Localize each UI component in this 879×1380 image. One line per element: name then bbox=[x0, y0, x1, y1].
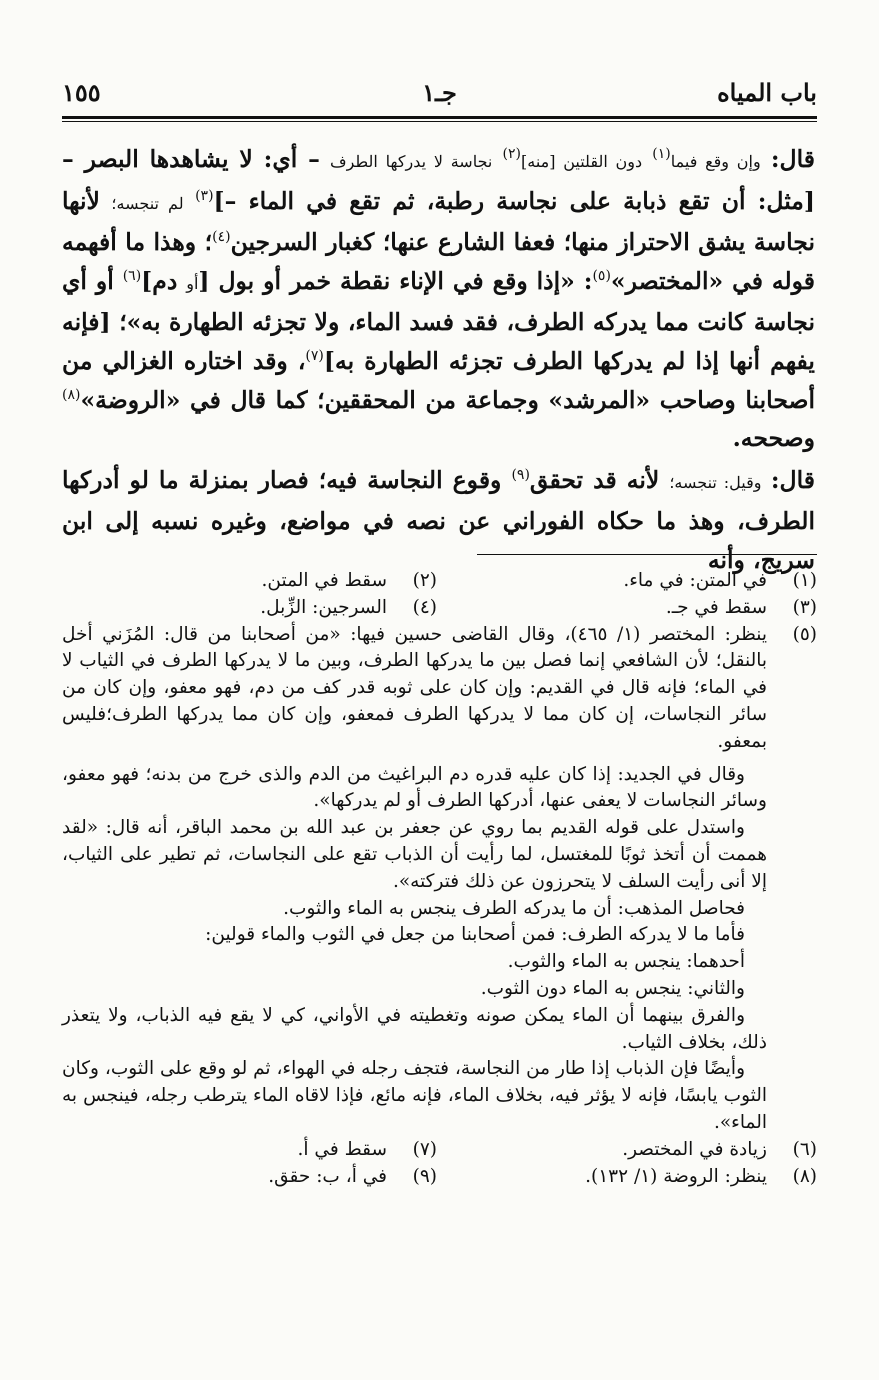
footnote-text: سقط في أ. bbox=[297, 1138, 387, 1160]
footnote-text: السرجين: الزِّبل. bbox=[260, 596, 387, 618]
sharh-text: وصححه. bbox=[732, 424, 815, 453]
qala-label: قال: bbox=[770, 465, 815, 494]
header-rule-thin bbox=[62, 121, 817, 122]
footnote-ref: (٩) bbox=[511, 466, 530, 483]
matn-text: دون القلتين [منه] bbox=[521, 152, 643, 171]
footnote-number: (٩) bbox=[412, 1165, 437, 1187]
footnote-pair bbox=[62, 568, 817, 595]
main-text bbox=[62, 140, 815, 583]
footnote-number: (٦) bbox=[792, 1138, 817, 1160]
footnote-ref: (٣) bbox=[195, 187, 214, 204]
variant-word: أو bbox=[186, 273, 199, 293]
volume-label: جـ١ bbox=[422, 77, 457, 107]
footnote-text: سقط في المتن. bbox=[261, 570, 387, 591]
footnote-number: (٧) bbox=[412, 1138, 437, 1160]
footnote-paragraph: فحاصل المذهب: أن ما يدركه الطرف ينجس به الماء والثوب. bbox=[283, 897, 745, 919]
page-number: ١٥٥ bbox=[62, 77, 101, 107]
footnote-ref: (٦) bbox=[122, 267, 142, 284]
sharh-text: أو أي نجاسة كانت مما يدركه الطرف، فقد فسد الماء، ولا تجزئه الطهارة به»؛ [فإنه يفهم أنها إذا لم يدركها الطرف تجزئه الطهارة به] bbox=[62, 266, 815, 375]
matn-text: وإن وقع فيما bbox=[670, 152, 761, 171]
sharh-text: – أي: لا يشاهدها البصر – [مثل: أن تقع ذبابة على نجاسة رطبة، ثم تقع في الماء –] bbox=[62, 145, 815, 215]
footnote-pair bbox=[62, 1164, 817, 1191]
footnote-number: (١) bbox=[792, 570, 817, 591]
footnote-ref: (٨) bbox=[62, 386, 81, 403]
footnote-text: ينظر: الروضة (١/ ١٣٢). bbox=[585, 1165, 767, 1187]
sharh-text: : «إذا وقع في الإناء نقطة خمر أو بول [ bbox=[198, 266, 593, 295]
chapter-title: باب المياه bbox=[717, 77, 817, 107]
sharh-text: ، وقد اختاره الغزالي من أصحابنا وصاحب «المرشد» وجماعة من المحققين؛ كما قال في «الروضة» bbox=[62, 346, 815, 414]
footnote-ref: (١) bbox=[652, 146, 671, 163]
footnote-paragraph: وأيضًا فإن الذباب إذا طار من النجاسة، فتجف رجله في الهواء، ثم لو وقع على الثوب، وكان الثوب يابسًا، فإنه لا يؤثر فيه، بخلاف الماء، فإنه مائع، فإذا لاقاه الماء يترطب رجله، فينجس به الماء». bbox=[62, 1058, 767, 1133]
matn-text: نجاسة لا يدركها الطرف bbox=[330, 152, 493, 171]
footnote-number: (٢) bbox=[412, 570, 437, 591]
footnote-paragraph: واستدل على قوله القديم بما روي عن جعفر بن عبد الله بن محمد الباقر، أنه قال: «لقد هممت أن أتخذ ثوبًا للمغتسل، لما رأيت أن الذباب تقع على النجاسات، ثم تطير على الثياب، إلا أنى رأيت السلف لا يتحرزون عن ذلك فتركته». bbox=[62, 817, 767, 892]
footnote-pair bbox=[62, 595, 817, 622]
matn-text: وقيل: تنجسه؛ bbox=[669, 472, 762, 492]
footnote-paragraph: وقال في الجديد: إذا كان عليه قدره دم البراغيث من الدم والذى خرج من بدنه؛ فهو معفو، وسائر النجاسات لا يعفى عنها، أدركها الطرف أو لم يدركها». bbox=[62, 763, 767, 812]
matn-text: لم تنجسه؛ bbox=[111, 193, 184, 213]
footnote-ref: (٢) bbox=[502, 146, 521, 163]
sharh-text: لأنها نجاسة يشق الاحتراز منها؛ فعفا الشارع عنها؛ كغبار السرجين bbox=[62, 186, 815, 257]
footnote-paragraph: والثاني: ينجس به الماء دون الثوب. bbox=[480, 977, 745, 999]
footnote-number: (٥) bbox=[792, 623, 817, 645]
footnote-ref: (٧) bbox=[305, 348, 324, 365]
footnote-text: سقط في جـ. bbox=[665, 596, 767, 618]
footnote-body bbox=[62, 622, 767, 1137]
paragraph-1 bbox=[62, 140, 815, 458]
qala-label: قال: bbox=[770, 145, 816, 173]
footnote-long bbox=[62, 622, 817, 1137]
footnote-ref: (٥) bbox=[592, 267, 611, 284]
sharh-text: دم] bbox=[141, 266, 187, 295]
footnote-paragraph: والفرق بينهما أن الماء يمكن صونه وتغطيته في الأواني، كي لا يقع فيه الذباب، ولا يتعذر ذلك، بخلاف الثياب. bbox=[62, 1004, 767, 1053]
sharh-text: ؛ وهذا ما أفهمه قوله في «المختصر» bbox=[62, 228, 816, 295]
sharh-text: لأنه قد تحقق bbox=[529, 465, 670, 494]
sharh-text: وقوع النجاسة فيه؛ فصار بمنزلة ما لو أدركها الطرف، وهذ ما حكاه الفوراني عن نصه في مواضع، وغيره نسبه إلى ابن سريج، وأنه bbox=[62, 465, 815, 574]
footnote-pair bbox=[62, 1137, 817, 1164]
footnote-paragraph: أحدهما: ينجس به الماء والثوب. bbox=[507, 951, 745, 973]
paragraph-2 bbox=[62, 461, 815, 580]
header-rule bbox=[62, 116, 817, 119]
footnote-text: في أ، ب: حقق. bbox=[268, 1165, 387, 1187]
footnote-text: زيادة في المختصر. bbox=[622, 1138, 767, 1160]
footnote-number: (٤) bbox=[412, 596, 437, 618]
footnote-separator bbox=[477, 554, 817, 555]
footnote-number: (٣) bbox=[792, 596, 817, 618]
footnote-paragraph: فأما ما لا يدركه الطرف: فمن أصحابنا من جعل في الثوب والماء قولين: bbox=[205, 924, 745, 946]
footnotes bbox=[62, 568, 817, 1190]
footnote-text: في المتن: في ماء. bbox=[623, 570, 767, 591]
footnote-ref: (٤) bbox=[212, 229, 231, 246]
footnote-paragraph: ينظر: المختصر (١/ ٤٦٥)، وقال القاضى حسين فيها: «من أصحابنا من قال: المُزَني أخل بالنقل؛ لأن الشافعي إنما فصل بين ما يدركها الطرف، وبين ما لا يدركها الطرف في الثياب لا في الماء؛ فإنه قال في القديم: وإن كان على ثوبه قدر كف من دم، فهو معفو، وإن كان من سائر النجاسات، إن كان مما لا يدركها الطرف فمعفو، وإن كان مما يدركها الطرف؛فليس بمعفو. bbox=[62, 623, 768, 752]
footnote-number: (٨) bbox=[792, 1165, 817, 1187]
running-head bbox=[62, 72, 817, 112]
